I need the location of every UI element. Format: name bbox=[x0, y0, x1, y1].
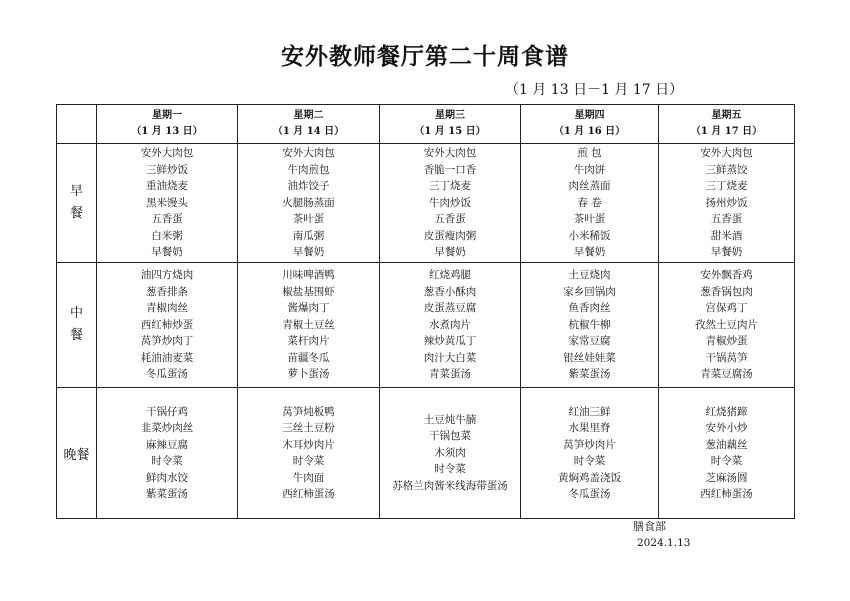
menu-cell bbox=[659, 144, 795, 263]
dish-item: 早餐奶 bbox=[710, 246, 743, 259]
header-row bbox=[57, 105, 795, 144]
dish-item: 黑米馒头 bbox=[146, 196, 188, 209]
dish-item: 葱香锅包肉 bbox=[700, 285, 753, 298]
dish-item: 青椒肉丝 bbox=[146, 302, 188, 315]
menu-cell bbox=[97, 144, 238, 263]
signature-date: 2024.1.13 bbox=[637, 537, 691, 549]
dish-item: 黄焖鸡盖浇饭 bbox=[558, 471, 621, 484]
dish-item: 牛肉煎包 bbox=[287, 163, 330, 176]
dish-item: 三丁烧麦 bbox=[429, 180, 471, 193]
dish-item: 青菜蛋汤 bbox=[429, 368, 471, 381]
dish-item: 牛肉饼 bbox=[573, 163, 606, 176]
dish-item: 安外大肉包 bbox=[423, 147, 477, 160]
dish-item: 三鲜蒸饺 bbox=[705, 163, 748, 176]
dish-item: 茶叶蛋 bbox=[292, 213, 325, 226]
dish-item: 三丝土豆粉 bbox=[282, 422, 335, 434]
dish-item: 苗疆冬瓜 bbox=[287, 351, 330, 364]
menu-cell bbox=[659, 388, 795, 519]
dish-item: 煎 包 bbox=[577, 147, 602, 160]
signature: 膳食部 bbox=[633, 520, 666, 533]
dish-item: 甜米酒 bbox=[710, 229, 743, 242]
dish-item: 五香蛋 bbox=[434, 213, 466, 226]
meal-label-text: 晚餐 bbox=[63, 447, 90, 463]
dish-item: 菜杆肉片 bbox=[287, 335, 330, 348]
dish-item: 水果里脊 bbox=[568, 422, 611, 434]
menu-cell bbox=[521, 388, 659, 519]
dish-item: 红烧猪蹄 bbox=[705, 405, 748, 418]
dish-item: 鲜肉水饺 bbox=[146, 471, 188, 484]
dish-item: 香脆一口香 bbox=[423, 163, 477, 176]
meal-label-text: 早 bbox=[69, 184, 83, 199]
meal-row-dinner bbox=[57, 388, 795, 519]
dish-item: 皮蛋蒸豆腐 bbox=[423, 302, 477, 315]
dish-item: 紫菜蛋汤 bbox=[146, 488, 188, 500]
dish-item: 孜然土豆肉片 bbox=[695, 318, 758, 331]
dish-item: 白米粥 bbox=[151, 229, 183, 242]
dish-item: 安外飘香鸡 bbox=[700, 269, 753, 282]
day-name: 星期五 bbox=[711, 110, 742, 121]
menu-cell bbox=[380, 388, 521, 519]
dish-item: 西红柿炒蛋 bbox=[140, 318, 194, 331]
dish-item: 韭菜炒肉丝 bbox=[140, 422, 194, 434]
menu-cell bbox=[97, 263, 238, 388]
meal-label-text: 餐 bbox=[69, 206, 83, 221]
menu-cell bbox=[521, 144, 659, 263]
dish-item: 西红柿蛋汤 bbox=[282, 488, 335, 500]
menu-cell bbox=[380, 263, 521, 388]
dish-item: 宫保鸡丁 bbox=[705, 302, 748, 315]
dish-item: 时令菜 bbox=[151, 455, 183, 467]
day-date: （1 月 14 日） bbox=[272, 126, 345, 137]
dish-item: 三丁烧麦 bbox=[705, 180, 748, 193]
meal-row-breakfast bbox=[57, 144, 795, 263]
dish-item: 苏格兰肉酱米线海带蛋汤 bbox=[392, 479, 508, 492]
day-date: （1 月 15 日） bbox=[414, 126, 486, 137]
dish-item: 南瓜粥 bbox=[292, 229, 325, 242]
dish-item: 冬瓜蛋汤 bbox=[568, 488, 611, 500]
dish-item: 青椒炒蛋 bbox=[705, 335, 748, 348]
dish-item: 安外大肉包 bbox=[282, 147, 335, 160]
dish-item: 木耳炒肉片 bbox=[282, 438, 335, 451]
dish-item: 葱香排条 bbox=[146, 285, 188, 298]
meal-label bbox=[57, 263, 97, 388]
dish-item: 木须肉 bbox=[434, 446, 466, 459]
dish-item: 早餐奶 bbox=[292, 246, 325, 259]
corner-cell bbox=[57, 105, 97, 144]
weekly-menu-table bbox=[56, 104, 795, 519]
dish-item: 扬州炒饭 bbox=[705, 196, 748, 209]
dish-item: 莴笋炖板鸭 bbox=[282, 405, 335, 418]
dish-item: 肉汁大白菜 bbox=[423, 351, 477, 364]
dish-item: 青菜豆腐汤 bbox=[700, 368, 753, 381]
dish-item: 时令菜 bbox=[292, 455, 325, 467]
dish-item: 冬瓜蛋汤 bbox=[146, 368, 188, 381]
dish-item: 家乡回锅肉 bbox=[563, 285, 616, 298]
dish-item: 早餐奶 bbox=[434, 246, 466, 259]
dish-item: 干锅包菜 bbox=[429, 430, 471, 443]
dish-item: 油炸饺子 bbox=[287, 180, 330, 193]
dish-item: 芝麻汤圆 bbox=[705, 471, 748, 484]
dish-item: 辣炒黄瓜丁 bbox=[423, 335, 477, 348]
dish-item: 麻辣豆腐 bbox=[146, 438, 188, 451]
dish-item: 干锅仔鸡 bbox=[146, 405, 188, 418]
meal-label bbox=[57, 144, 97, 263]
dish-item: 五香蛋 bbox=[710, 213, 743, 226]
dish-item: 鱼香肉丝 bbox=[568, 302, 611, 315]
dish-item: 牛肉面 bbox=[292, 471, 325, 484]
menu-cell bbox=[238, 263, 380, 388]
day-header-monday bbox=[97, 105, 238, 144]
dish-item: 安外小炒 bbox=[705, 422, 748, 434]
dish-item: 干锅莴笋 bbox=[705, 351, 748, 364]
day-header-tuesday bbox=[238, 105, 380, 144]
menu-cell bbox=[238, 144, 380, 263]
dish-item: 莴笋炒肉片 bbox=[563, 438, 616, 451]
dish-item: 椒盐基围虾 bbox=[282, 285, 335, 298]
dish-item: 肉丝蒸面 bbox=[568, 180, 611, 193]
dish-item: 杭椒牛柳 bbox=[568, 318, 611, 331]
dish-item: 安外大肉包 bbox=[700, 147, 753, 160]
day-date: （1 月 17 日） bbox=[690, 126, 763, 137]
dish-item: 青椒土豆丝 bbox=[282, 318, 335, 331]
date-range: （1 月 13 日－1 月 17 日） bbox=[505, 82, 684, 98]
dish-item: 红油三鲜 bbox=[568, 405, 611, 418]
day-date: （1 月 13 日） bbox=[131, 126, 203, 137]
day-header-thursday bbox=[521, 105, 659, 144]
dish-item: 酱爆肉丁 bbox=[287, 302, 330, 315]
dish-item: 三鲜炒饭 bbox=[146, 163, 188, 176]
day-name: 星期四 bbox=[574, 110, 605, 121]
dish-item: 萝卜蛋汤 bbox=[287, 368, 330, 381]
dish-item: 红烧鸡腿 bbox=[429, 269, 471, 282]
dish-item: 葱香小酥肉 bbox=[423, 285, 477, 298]
menu-cell bbox=[659, 263, 795, 388]
dish-item: 西红柿蛋汤 bbox=[700, 488, 753, 500]
dish-item: 火腿肠蒸面 bbox=[282, 196, 335, 209]
dish-item: 茶叶蛋 bbox=[573, 213, 606, 226]
dish-item: 皮蛋瘦肉粥 bbox=[423, 229, 477, 242]
dish-item: 时令菜 bbox=[710, 455, 743, 467]
menu-cell bbox=[238, 388, 380, 519]
menu-cell bbox=[521, 263, 659, 388]
dish-item: 时令菜 bbox=[573, 455, 606, 467]
dish-item: 紫菜蛋汤 bbox=[568, 368, 611, 381]
day-date: （1 月 16 日） bbox=[553, 126, 626, 137]
meal-label-text: 餐 bbox=[69, 328, 83, 343]
dish-item: 安外大肉包 bbox=[140, 147, 194, 160]
day-name: 星期三 bbox=[435, 110, 465, 121]
dish-item: 时令菜 bbox=[434, 463, 466, 476]
dish-item: 重油烧麦 bbox=[146, 180, 188, 193]
dish-item: 春 卷 bbox=[577, 196, 602, 209]
meal-row-lunch bbox=[57, 263, 795, 388]
dish-item: 牛肉炒饭 bbox=[429, 196, 471, 209]
dish-item: 小米稀饭 bbox=[568, 229, 611, 242]
meal-label bbox=[57, 388, 97, 519]
dish-item: 早餐奶 bbox=[573, 246, 606, 259]
dish-item: 五香蛋 bbox=[151, 213, 183, 226]
meal-label-text: 中 bbox=[69, 306, 83, 321]
dish-item: 土豆炖牛腩 bbox=[423, 413, 477, 426]
dish-item: 早餐奶 bbox=[151, 246, 183, 259]
dish-item: 水煮肉片 bbox=[429, 318, 471, 331]
dish-item: 莴笋炒肉丁 bbox=[140, 335, 194, 348]
dish-item: 川味啤酒鸭 bbox=[282, 269, 335, 282]
day-header-friday bbox=[659, 105, 795, 144]
dish-item: 土豆烧肉 bbox=[568, 269, 611, 282]
day-name: 星期一 bbox=[152, 110, 182, 121]
menu-cell bbox=[380, 144, 521, 263]
day-name: 星期二 bbox=[293, 110, 324, 121]
dish-item: 油四方烧肉 bbox=[140, 269, 194, 282]
dish-item: 耗油油麦菜 bbox=[140, 351, 194, 364]
dish-item: 葱油藕丝 bbox=[705, 438, 748, 451]
dish-item: 家常豆腐 bbox=[568, 335, 611, 348]
menu-cell bbox=[97, 388, 238, 519]
dish-item: 银丝娃娃菜 bbox=[563, 351, 616, 364]
day-header-wednesday bbox=[380, 105, 521, 144]
page-title: 安外教师餐厅第二十周食谱 bbox=[281, 44, 569, 70]
